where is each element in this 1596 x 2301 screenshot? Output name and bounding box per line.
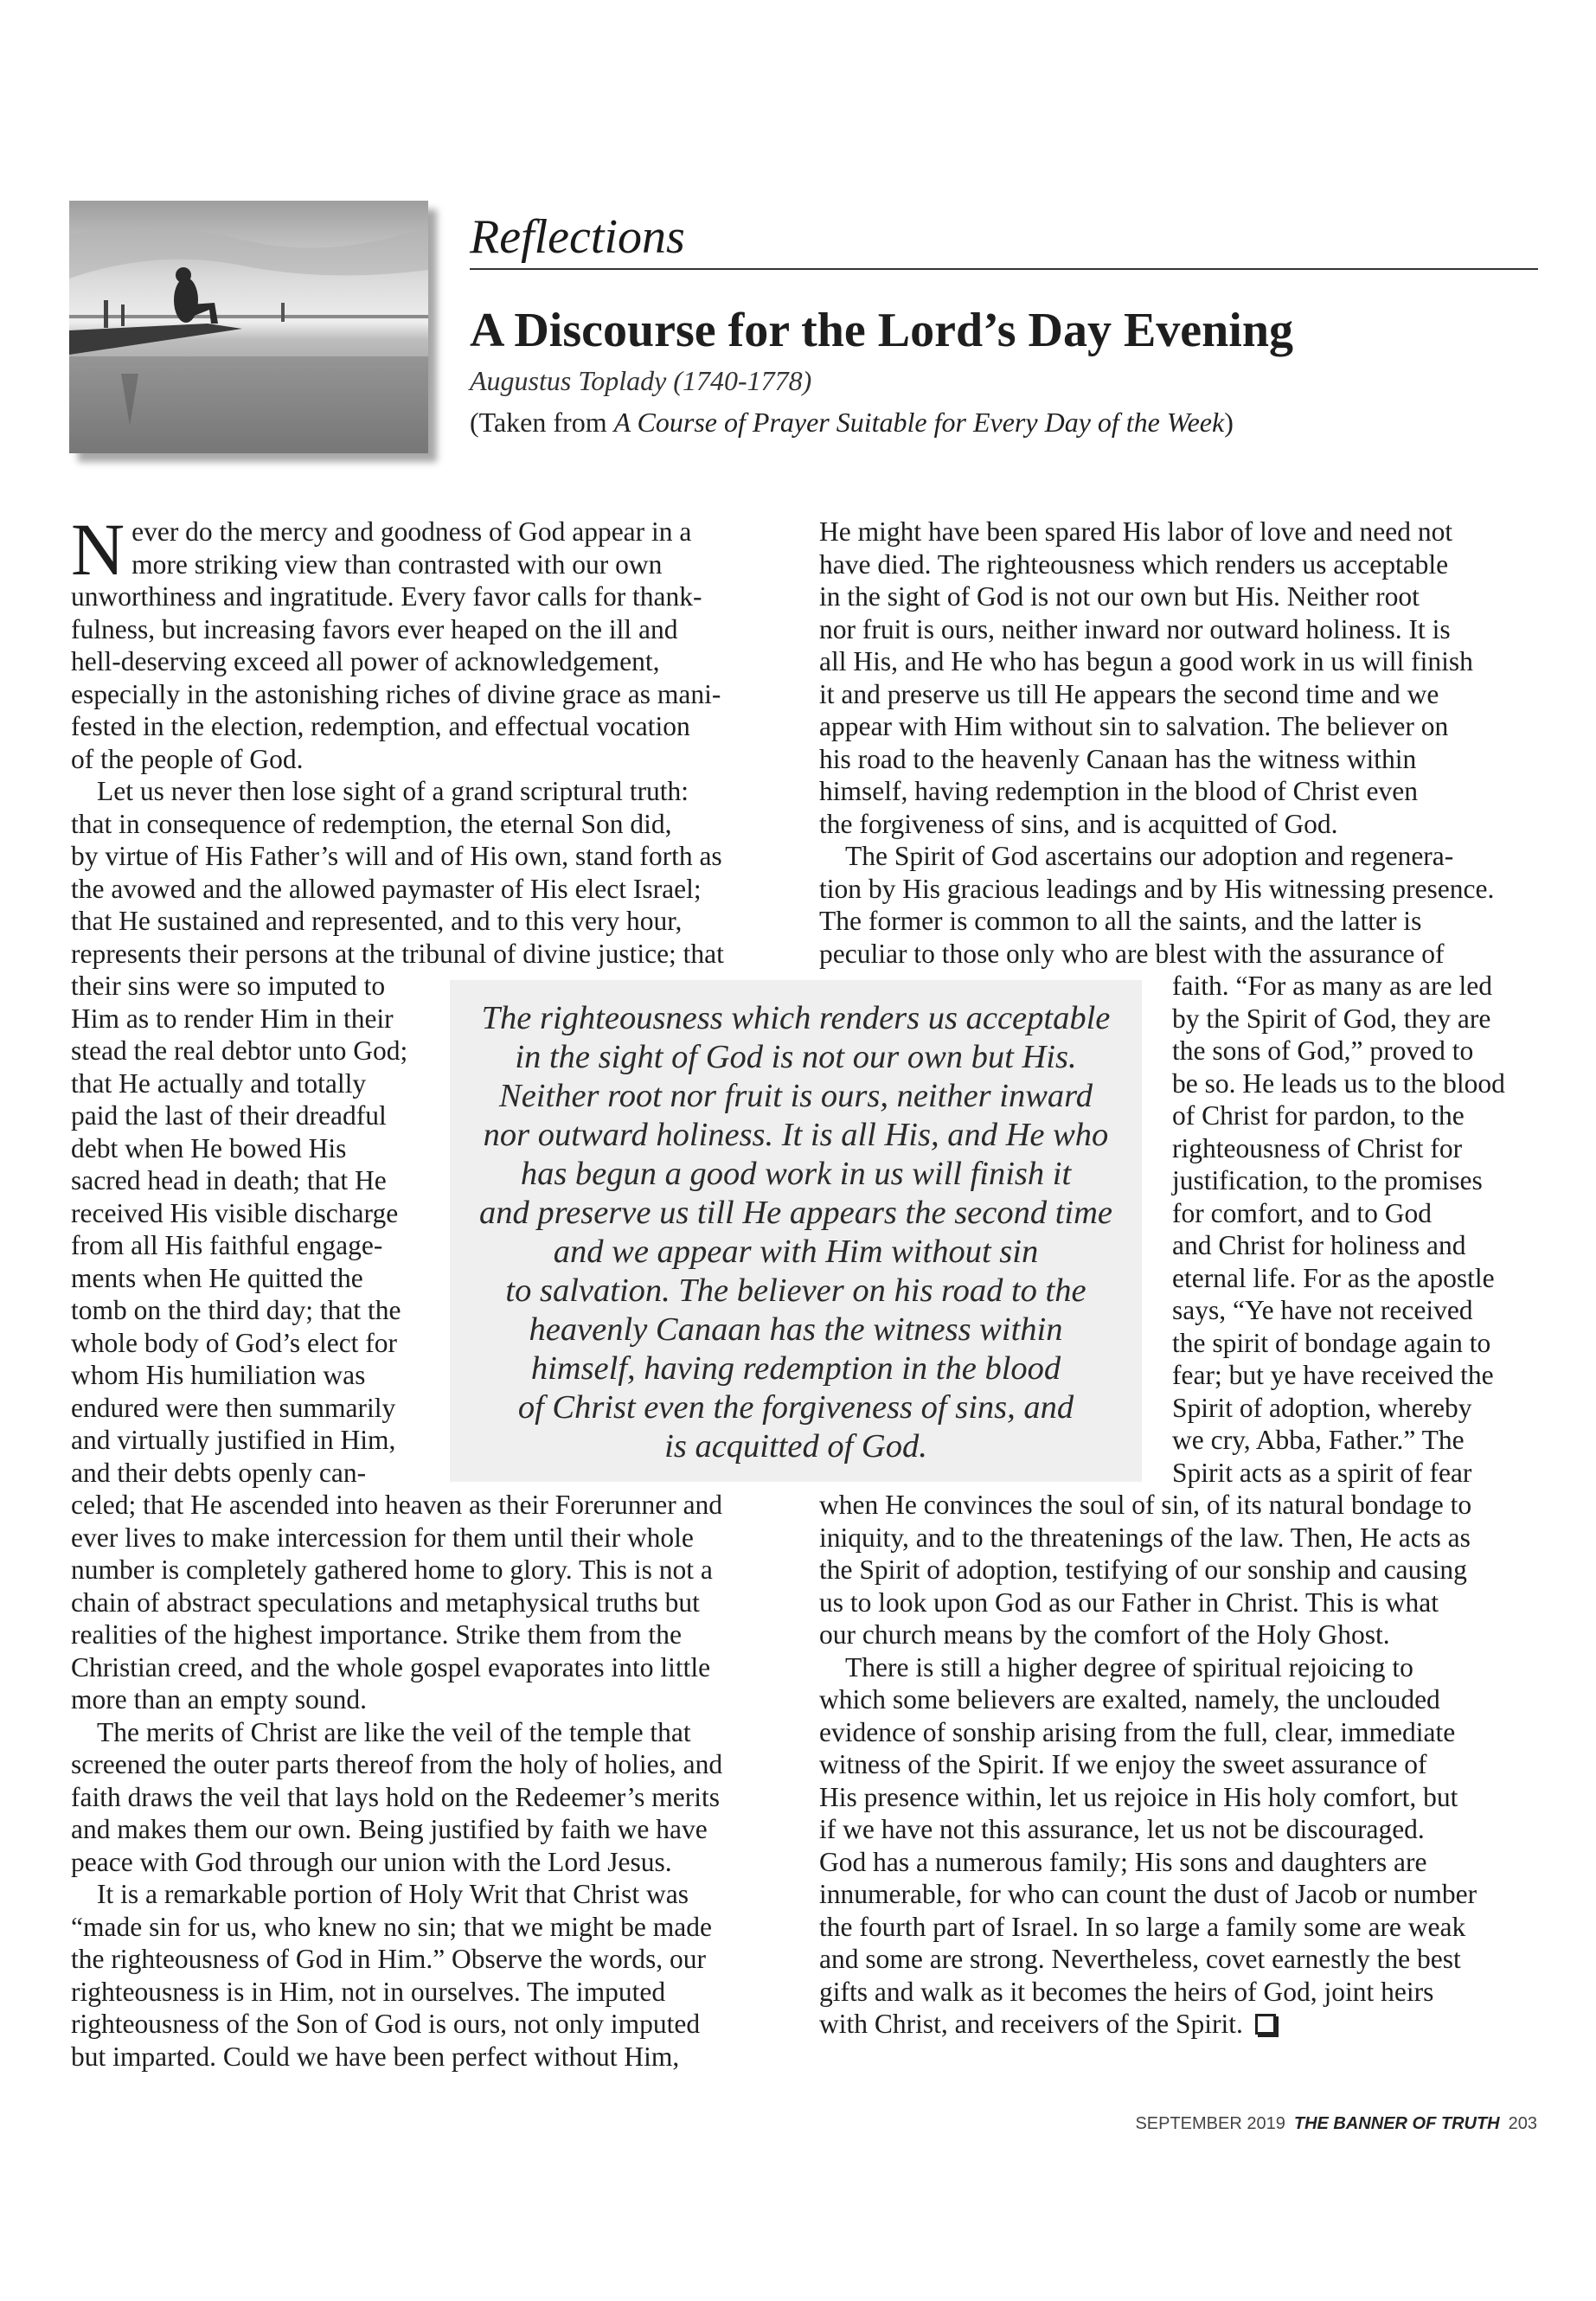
article-line-text: the Spirit of adoption, testifying of our sonship and causing [819, 1554, 1467, 1585]
article-line-text: and Christ for holiness and [1172, 1230, 1466, 1260]
article-line-text: hell-deserving exceed all power of acknowledgement, [71, 646, 660, 676]
article-line [71, 1813, 815, 1846]
article-line-text: innumerable, for who can count the dust of Jacob or number [819, 1879, 1477, 1909]
article-line [71, 808, 815, 841]
article-line-text: nor fruit is ours, neither inward nor outward holiness. It is [819, 613, 1451, 644]
article-line-text: himself, having redemption in the blood of Christ even [819, 776, 1419, 806]
article-line [71, 840, 815, 873]
pull-quote-line: heavenly Canaan has the witness within [529, 1311, 1063, 1348]
article-line [819, 1943, 1563, 1976]
article-line [71, 1781, 815, 1814]
article-line [71, 873, 815, 906]
article-line-text: witness of the Spirit. If we enjoy the sweet assurance of [819, 1749, 1427, 1779]
article-line-text: It is a remarkable portion of Holy Writ that Christ was [97, 1879, 689, 1909]
article-line-text: that He actually and totally [71, 1067, 367, 1099]
article-line-text: says, “Ye have not received [1172, 1295, 1473, 1325]
article-line-text: eternal life. For as the apostle [1172, 1262, 1495, 1293]
article-line-text: stead the real debtor unto God; [71, 1035, 408, 1066]
article-line-text: tomb on the third day; that the [71, 1295, 401, 1325]
article-line [71, 1748, 815, 1781]
article-title: A Discourse for the Lord’s Day Evening [470, 304, 1293, 357]
article-line-text: faith draws the veil that lays hold on the Redeemer’s merits [71, 1781, 720, 1812]
article-line-text: for comfort, and to God [1172, 1197, 1433, 1228]
article-line [819, 1522, 1563, 1554]
article-line-text: more striking view than contrasted with our own [131, 548, 663, 580]
pull-quote-line: in the sight of God is not our own but His. [515, 1039, 1077, 1075]
article-line-text: God has a numerous family; His sons and daughters are [819, 1846, 1427, 1877]
article-line-text: tion by His gracious leadings and by His witnessing presence. [819, 873, 1495, 904]
section-divider [470, 268, 1538, 270]
article-line-text: his road to the heavenly Canaan has the witness within [819, 743, 1417, 774]
article-line-text: Christian creed, and the whole gospel evaporates into little [71, 1651, 711, 1682]
article-line [71, 1976, 815, 2009]
article-line-text: peace with God through our union with the Lord Jesus. [71, 1846, 672, 1877]
article-line [819, 1748, 1563, 1781]
article-line [71, 678, 815, 711]
footer-publication: THE BANNER OF TRUTH [1293, 2114, 1500, 2133]
article-line-text: righteousness is in Him, not in ourselves. The imputed [71, 1976, 666, 2007]
article-line [71, 1878, 815, 1911]
article-line-text: that He sustained and represented, and to this very hour, [71, 906, 683, 936]
article-line-text: He might have been spared His labor of love and need not [819, 516, 1453, 547]
end-of-article-icon [1255, 2014, 1276, 2035]
article-line-text: when He convinces the soul of sin, of its natural bondage to [819, 1490, 1472, 1520]
section-label: Reflections [470, 210, 685, 264]
article-line [819, 743, 1563, 776]
article-line-text: His presence within, let us rejoice in His holy comfort, but [819, 1781, 1458, 1812]
article-line-text: There is still a higher degree of spiritual rejoicing to [845, 1651, 1413, 1682]
article-line-text: screened the outer parts thereof from the holy of holies, and [71, 1749, 723, 1779]
article-line [71, 743, 815, 776]
article-line-text: endured were then summarily [71, 1392, 396, 1423]
pull-quote-line: himself, having redemption in the blood [530, 1350, 1061, 1387]
pull-quote-line: is acquitted of God. [664, 1428, 927, 1465]
pull-quote-line: and we appear with Him without sin [553, 1234, 1039, 1270]
article-line [71, 1522, 815, 1554]
article-line [71, 710, 815, 743]
article-line-text: iniquity, and to the threatenings of the law. Then, He acts as [819, 1522, 1471, 1553]
article-line [71, 1943, 815, 1976]
article-line [71, 775, 815, 808]
article-line-text: of the people of God. [71, 743, 304, 774]
article-line [819, 580, 1563, 613]
article-line-text: debt when He bowed His [71, 1132, 347, 1163]
article-line [71, 1586, 815, 1619]
article-line-text: our church means by the comfort of the Holy Ghost. [819, 1619, 1390, 1650]
drop-cap: N [71, 508, 125, 591]
article-line-text: it and preserve us till He appears the second time and we [819, 678, 1439, 709]
article-line [819, 1813, 1563, 1846]
article-line-text: the fourth part of Israel. In so large a family some are weak [819, 1911, 1466, 1942]
article-line-text: faith. “For as many as are led [1172, 971, 1492, 1001]
article-line [819, 1781, 1563, 1814]
article-line-text: the spirit of bondage again to [1172, 1327, 1491, 1358]
source-work-title: A Course of Prayer Suitable for Every Day of the Week [613, 407, 1225, 438]
article-line-text: The former is common to all the saints, and the latter is [819, 906, 1422, 936]
pull-quote-line: and preserve us till He appears the second time [478, 1195, 1113, 1231]
article-line-text: with Christ, and receivers of the Spirit. [819, 2009, 1243, 2039]
article-line [71, 580, 815, 613]
article-line [71, 1911, 815, 1944]
pull-quote-text [450, 999, 1142, 1466]
pull-quote-box [450, 980, 1142, 1482]
article-line [819, 905, 1563, 938]
header-photo [69, 201, 428, 453]
article-line-text: and makes them our own. Being justified by faith we have [71, 1814, 708, 1844]
article-line [819, 808, 1563, 841]
man-on-pier-image [69, 201, 428, 453]
article-line-text: be so. He leads us to the blood [1172, 1067, 1505, 1099]
article-line-text: evidence of sonship arising from the full, clear, immediate [819, 1716, 1456, 1747]
source-suffix: ) [1224, 407, 1234, 438]
article-line [819, 775, 1563, 808]
article-line [819, 1489, 1563, 1522]
pull-quote-line: The righteousness which renders us acceptable [481, 1000, 1111, 1036]
article-line [71, 1618, 815, 1651]
article-line-text: “made sin for us, who knew no sin; that we might be made [71, 1911, 712, 1942]
article-line [819, 1911, 1563, 1944]
article-line-text: whole body of God’s elect for [71, 1327, 398, 1358]
article-line-text: ments when He quitted the [71, 1262, 363, 1293]
article-line-text: fear; but ye have received the [1172, 1360, 1494, 1390]
article-line-text: especially in the astonishing riches of divine grace as mani- [71, 678, 721, 709]
article-line-text: represents their persons at the tribunal of divine justice; that [71, 938, 724, 969]
article-line-text: all His, and He who has begun a good work in us will finish [819, 646, 1473, 676]
article-line-text: fested in the election, redemption, and effectual vocation [71, 711, 690, 741]
article-line-text: justification, to the promises [1172, 1165, 1483, 1195]
article-line-text: which some believers are exalted, namely, the unclouded [819, 1684, 1440, 1715]
article-line [819, 873, 1563, 906]
article-line-text: of Christ for pardon, to the [1172, 1100, 1465, 1131]
article-line-text: ever lives to make intercession for them until their whole [71, 1522, 694, 1553]
article-line-text: realities of the highest importance. Strike them from the [71, 1619, 682, 1650]
article-line-text: number is completely gathered home to glory. This is not a [71, 1554, 713, 1585]
article-line-text: in the sight of God is not our own but His. Neither root [819, 581, 1420, 612]
article-line-text: we cry, Abba, Father.” The [1172, 1425, 1465, 1455]
article-line [819, 1976, 1563, 2009]
article-line-text: and their debts openly can- [71, 1457, 367, 1488]
article-line-text: us to look upon God as our Father in Christ. This is what [819, 1586, 1439, 1618]
article-line-text: by virtue of His Father’s will and of His own, stand forth as [71, 841, 722, 871]
article-line-text: the avowed and the allowed paymaster of His elect Israel; [71, 873, 702, 904]
article-line [71, 905, 815, 938]
article-line [819, 516, 1563, 548]
article-line-text: but imparted. Could we have been perfect without Him, [71, 2041, 680, 2072]
article-line-text: fulness, but increasing favors ever heaped on the ill and [71, 613, 678, 644]
article-line-text: their sins were so imputed to [71, 971, 386, 1001]
article-line [71, 645, 815, 678]
article-line [71, 1554, 815, 1586]
article-line-text: unworthiness and ingratitude. Every favor calls for thank- [71, 581, 702, 612]
article-line-text: the righteousness of God in Him.” Observe the words, our [71, 1944, 706, 1974]
article-line [71, 2041, 815, 2073]
article-line-text: by the Spirit of God, they are [1172, 1003, 1491, 1034]
footer-issue: SEPTEMBER 2019 [1135, 2114, 1285, 2133]
article-line-text: Spirit acts as a spirit of fear [1172, 1457, 1472, 1488]
article-line [819, 1651, 1563, 1684]
article-line [71, 2008, 815, 2041]
article-line [819, 613, 1563, 646]
article-line-text: Spirit of adoption, whereby [1172, 1392, 1472, 1423]
article-source [470, 407, 1234, 439]
article-line [819, 938, 1563, 971]
article-line-text: peculiar to those only who are blest with the assurance of [819, 938, 1445, 969]
article-line [819, 1683, 1563, 1716]
article-line-text: sacred head in death; that He [71, 1165, 387, 1195]
article-line-text: Let us never then lose sight of a grand scriptural truth: [97, 776, 689, 806]
article-line-text: paid the last of their dreadful [71, 1100, 387, 1131]
pull-quote-line: to salvation. The believer on his road to the [505, 1272, 1086, 1309]
article-line [819, 548, 1563, 581]
article-line-text: ever do the mercy and goodness of God appear in a [131, 516, 692, 547]
article-line-text: that in consequence of redemption, the eternal Son did, [71, 808, 672, 839]
pull-quote-line: nor outward holiness. It is all His, and He who [483, 1117, 1109, 1153]
article-line [819, 1716, 1563, 1749]
article-line-text: and virtually justified in Him, [71, 1425, 396, 1455]
article-line [71, 1846, 815, 1879]
article-line [71, 548, 815, 581]
pull-quote-line: of Christ even the forgiveness of sins, and [517, 1389, 1074, 1426]
article-line-text: righteousness of Christ for [1172, 1132, 1463, 1163]
article-line [71, 1489, 815, 1522]
article-line-text: appear with Him without sin to salvation. The believer on [819, 711, 1449, 741]
article-line [71, 1651, 815, 1684]
article-line [819, 1586, 1563, 1619]
article-line [819, 840, 1563, 873]
pull-quote-line: has begun a good work in us will finish it [520, 1156, 1072, 1192]
article-line [819, 1618, 1563, 1651]
article-line-text: and some are strong. Nevertheless, covet earnestly the best [819, 1944, 1461, 1974]
article-line-text: righteousness of the Son of God is ours, not only imputed [71, 2009, 701, 2039]
footer-page-number: 203 [1508, 2114, 1537, 2133]
article-line [819, 1878, 1563, 1911]
article-line-text: chain of abstract speculations and metaphysical truths but [71, 1586, 700, 1618]
article-line [71, 1683, 815, 1716]
article-line-text: whom His humiliation was [71, 1360, 366, 1390]
article-line [819, 678, 1563, 711]
article-line-text: Him as to render Him in their [71, 1003, 394, 1034]
source-prefix: (Taken from [470, 407, 614, 438]
article-line [71, 613, 815, 646]
article-line-text: if we have not this assurance, let us not be discouraged. [819, 1814, 1425, 1844]
article-line [819, 1554, 1563, 1586]
article-line-text: gifts and walk as it becomes the heirs of God, joint heirs [819, 1976, 1434, 2007]
article-line [71, 938, 815, 971]
article-line [71, 516, 815, 548]
article-line [819, 710, 1563, 743]
article-line [819, 645, 1563, 678]
article-line-text: The Spirit of God ascertains our adoption and regenera- [845, 841, 1454, 871]
article-line-text: the forgiveness of sins, and is acquitted of God. [819, 808, 1338, 839]
article-line-text: from all His faithful engage- [71, 1230, 383, 1260]
article-line [819, 2008, 1563, 2041]
article-line-text: have died. The righteousness which renders us acceptable [819, 548, 1449, 580]
article-line-text: more than an empty sound. [71, 1684, 368, 1715]
article-line-text: The merits of Christ are like the veil of the temple that [97, 1716, 691, 1747]
article-line-text: received His visible discharge [71, 1197, 399, 1228]
article-line [71, 1716, 815, 1749]
page-footer [1135, 2114, 1537, 2134]
article-author: Augustus Toplady (1740-1778) [470, 365, 812, 396]
pull-quote-line: Neither root nor fruit is ours, neither inward [499, 1078, 1093, 1114]
article-line-text: the sons of God,” proved to [1172, 1035, 1474, 1066]
article-line-text: celed; that He ascended into heaven as their Forerunner and [71, 1490, 723, 1520]
article-line [819, 1846, 1563, 1879]
